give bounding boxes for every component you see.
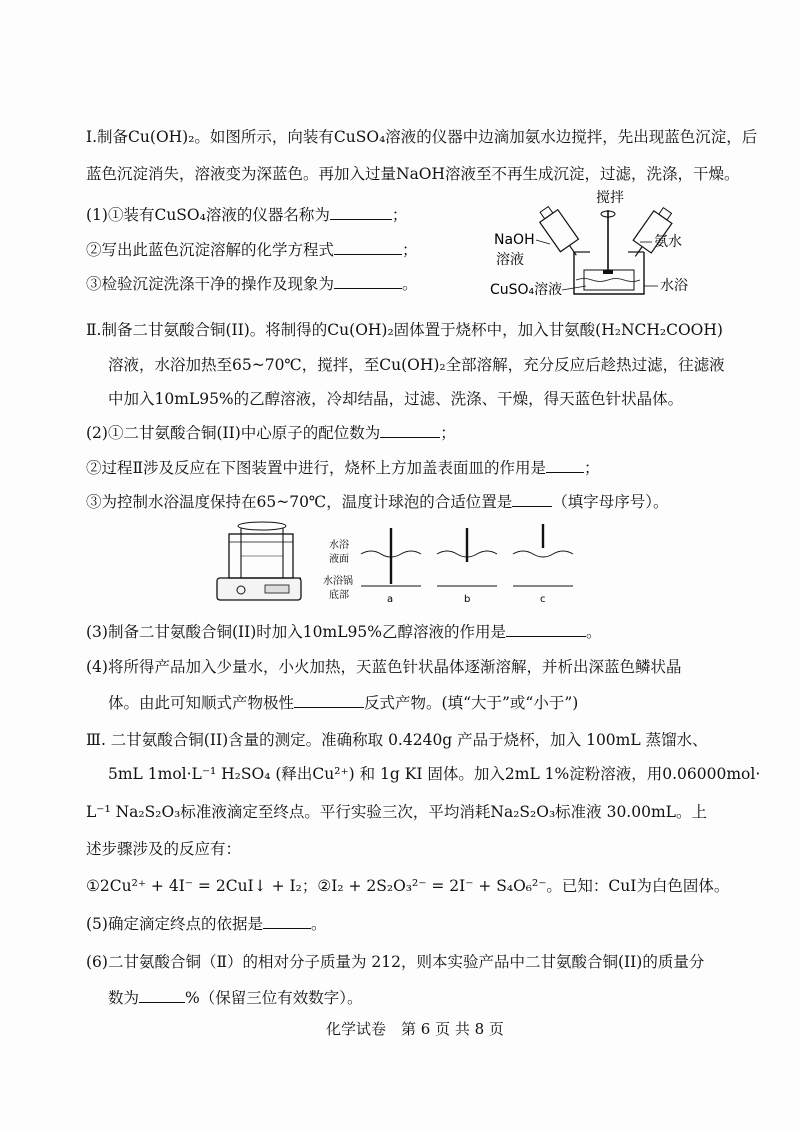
question-2c-end: （填字母序号）。 [552,493,669,511]
option-b-label: b [464,594,471,605]
question-1a [86,205,407,225]
question-2c-text: ③为控制水浴温度保持在65~70℃，温度计球泡的合适位置是 [86,493,513,511]
label-naoh-solution: 溶液 [496,252,524,268]
answer-blank-6[interactable] [139,988,185,1003]
label-bath-bottom-2: 底部 [329,590,349,601]
question-2a [86,423,456,443]
section2-intro-line2: 溶液，水浴加热至65~70℃，搅拌，至Cu(OH)₂全部溶解，充分反应后趁热过滤，往滤液 [108,356,725,374]
question-1c-end: 。 [402,275,418,293]
question-5-end: 。 [310,915,327,933]
section3-line2: 5mL 1mol·L⁻¹ H₂SO₄ (释出Cu²⁺) 和 1g KI 固体。加入2mL 1%淀粉溶液，用0.06000mol· [108,765,761,783]
stir-paddle [603,270,613,274]
question-4-text: 体。由此可知顺式产物极性 [108,694,295,712]
section1-intro-line1: Ⅰ.制备Cu(OH)₂。如图所示，向装有CuSO₄溶液的仪器中边滴加氨水边搅拌，先出现蓝色沉淀，后 [86,128,758,146]
question-2b-text: ②过程Ⅱ涉及反应在下图装置中进行，烧杯上方加盖表面皿的作用是 [86,459,547,477]
question-1c-text: ③检验沉淀洗涤干净的操作及现象为 [86,275,335,293]
question-5 [86,914,326,934]
section3-reactions: ①2Cu²⁺ + 4I⁻ = 2CuI↓ + I₂；②I₂ + 2S₂O₃²⁻ = 2I⁻ + S₄O₆²⁻。已知：CuI为白色固体。 [86,877,730,895]
answer-blank-1c[interactable] [334,274,402,289]
label-water-bath: 水浴 [660,278,688,294]
naoh-funnel [535,203,585,261]
answer-blank-2a[interactable] [380,423,440,438]
question-4-line1: (4)将所得产品加入少量水，小火加热，天蓝色针状晶体逐渐溶解，并析出深蓝色鳞状晶 [86,658,682,676]
section3-line3: L⁻¹ Na₂S₂O₃标准液滴定至终点。平行实验三次，平均消耗Na₂S₂O₃标准液 30.00mL。上 [86,803,707,821]
label-naoh: NaOH [494,232,535,248]
question-1c [86,274,418,294]
section1-intro-line2: 蓝色沉淀消失，溶液变为深蓝色。再加入过量NaOH溶液至不再生成沉淀，过滤，洗涤，干燥。 [86,165,740,183]
water-line [576,279,640,282]
label-bath-bottom-1: 水浴锅 [323,576,353,587]
answer-blank-2b[interactable] [546,458,584,473]
page-footer: 化学试卷 第 6 页 共 8 页 [326,1020,504,1038]
answer-blank-1a[interactable] [330,205,392,220]
hotplate-with-beaker [217,522,301,600]
answer-blank-1b[interactable] [334,240,402,255]
answer-blank-4[interactable] [294,693,364,708]
question-2a-end: ； [440,424,456,442]
question-5-text: (5)确定滴定终点的依据是 [86,915,263,933]
question-6-line1: (6)二甘氨酸合铜（Ⅱ）的相对分子质量为 212，则本实验产品中二甘氨酸合铜(II)的质量分 [86,953,705,971]
question-2b [86,458,600,478]
question-6-line2 [108,988,363,1008]
question-6-text: 数为 [108,989,140,1007]
section2-intro-line1: Ⅱ.制备二甘氨酸合铜(II)。将制得的Cu(OH)₂固体置于烧杯中，加入甘氨酸(H₂NCH₂COOH) [86,321,723,339]
label-stir: 搅拌 [596,190,624,206]
question-4-line2 [108,693,578,713]
answer-blank-5[interactable] [263,914,311,929]
question-2b-end: ； [584,459,600,477]
question-3-text: (3)制备二甘氨酸合铜(II)时加入10mL95%乙醇溶液的作用是 [86,623,506,641]
option-a-label: a [387,594,394,605]
question-1a-text: (1)①装有CuSO₄溶液的仪器名称为 [86,206,330,224]
apparatus-figure-1 [490,186,700,304]
answer-blank-3[interactable] [506,622,586,637]
section2-intro-line3: 中加入10mL95%的乙醇溶液，冷却结晶，过滤、洗涤、干燥，得天蓝色针状晶体。 [108,390,684,408]
question-1a-end: ； [391,206,408,224]
label-ammonia: 氨水 [654,234,682,250]
apparatus-1-drawing [490,186,700,304]
label-cuso4-solution: CuSO₄溶液 [490,282,563,298]
option-c-surface [513,551,573,557]
apparatus-2-drawing [215,520,615,606]
question-3-end: 。 [585,623,602,641]
answer-blank-2c[interactable] [512,492,552,507]
apparatus-figure-2 [215,520,615,606]
question-2a-text: (2)①二甘氨酸合铜(II)中心原子的配位数为 [86,424,381,442]
question-3 [86,622,601,642]
question-4-end: 反式产物。(填“大于”或“小于”) [364,694,579,712]
question-1b-text: ②写出此蓝色沉淀溶解的化学方程式 [86,241,335,259]
question-6-end: %（保留三位有效数字）。 [185,989,363,1007]
label-bath-surface-1: 水浴 [329,540,349,551]
question-1b-end: ； [402,241,418,259]
section3-line4: 述步骤涉及的反应有： [86,840,242,858]
question-1b [86,240,418,260]
label-bath-surface-2: 液面 [329,554,349,565]
question-2c [86,492,669,512]
option-c-label: c [540,594,546,605]
section3-line1: Ⅲ. 二甘氨酸合铜(II)含量的测定。准确称取 0.4240g 产品于烧杯，加入 100mL 蒸馏水、 [86,731,708,749]
